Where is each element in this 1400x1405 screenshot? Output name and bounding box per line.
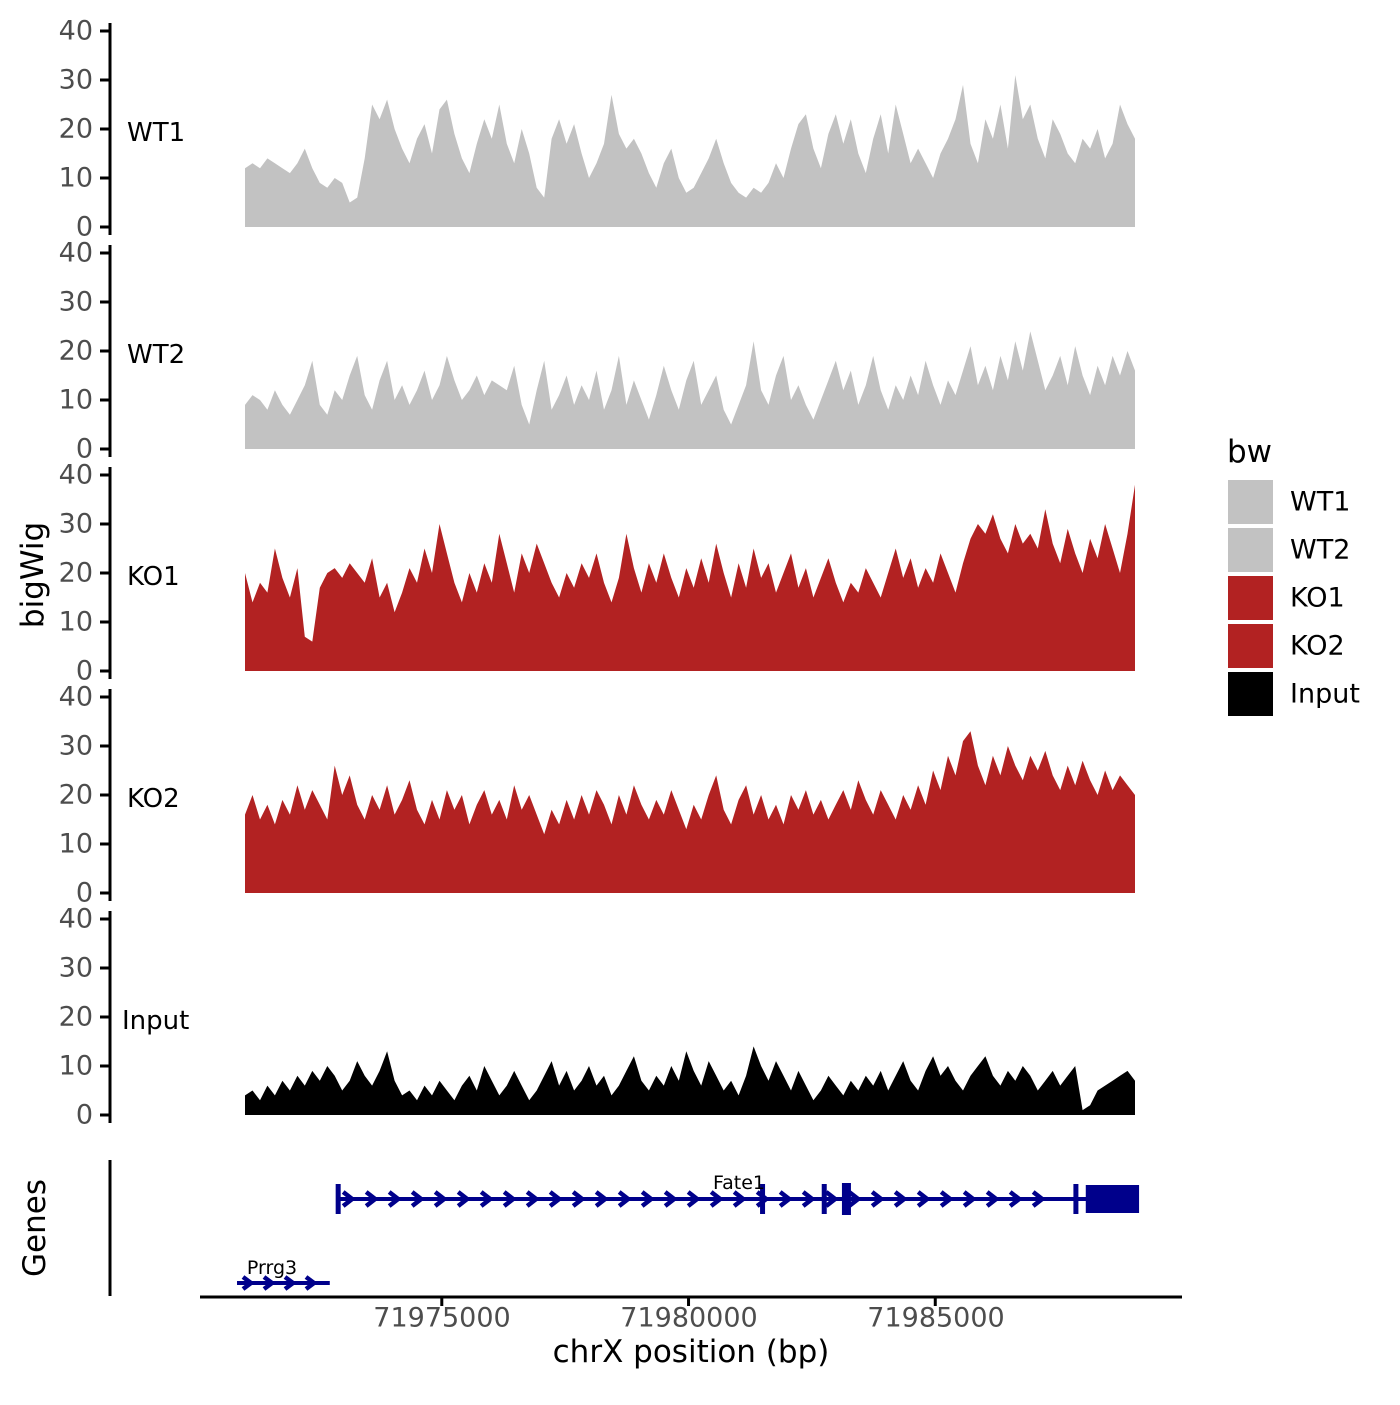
coverage-area-KO2 bbox=[245, 731, 1135, 893]
y-tick-label: 40 bbox=[58, 459, 93, 491]
y-tick-label: 0 bbox=[75, 433, 93, 465]
y-tick-label: 10 bbox=[58, 606, 93, 638]
y-tick-label: 40 bbox=[58, 903, 93, 935]
y-tick-label: 10 bbox=[58, 1050, 93, 1082]
exon-tick-wide bbox=[842, 1183, 851, 1215]
y-tick-label: 20 bbox=[58, 557, 93, 589]
exon-tick bbox=[822, 1184, 827, 1214]
legend-swatch-wt2 bbox=[1228, 528, 1273, 572]
legend-label-ko2: KO2 bbox=[1290, 630, 1345, 662]
legend-swatch-ko1 bbox=[1228, 576, 1273, 620]
coverage-track-Input bbox=[59, 904, 1135, 1131]
legend-label-wt1: WT1 bbox=[1290, 486, 1351, 518]
legend bbox=[1227, 434, 1360, 716]
coverage-area-WT1 bbox=[245, 75, 1135, 227]
legend-label-ko1: KO1 bbox=[1290, 582, 1345, 614]
legend-title: bw bbox=[1227, 434, 1273, 470]
legend-swatch-input bbox=[1228, 672, 1273, 716]
legend-swatch-wt1 bbox=[1228, 480, 1273, 524]
y-tick-label: 20 bbox=[58, 335, 93, 367]
track-label-ko2: KO2 bbox=[127, 784, 180, 814]
y-axis-title: bigWig bbox=[15, 521, 51, 629]
y-tick-label: 0 bbox=[75, 1099, 93, 1131]
y-tick-label: 0 bbox=[75, 211, 93, 243]
coverage-track-WT2 bbox=[59, 238, 1135, 465]
y-tick-label: 40 bbox=[58, 237, 93, 269]
coverage-track-KO2 bbox=[59, 682, 1135, 909]
legend-label-wt2: WT2 bbox=[1290, 534, 1351, 566]
y-tick-label: 30 bbox=[58, 730, 93, 762]
y-tick-label: 30 bbox=[58, 508, 93, 540]
track-label-wt2: WT2 bbox=[127, 340, 186, 370]
y-tick-label: 0 bbox=[75, 877, 93, 909]
exon-tick bbox=[336, 1184, 341, 1214]
y-tick-label: 40 bbox=[58, 15, 93, 47]
y-tick-label: 20 bbox=[58, 113, 93, 145]
coverage-area-KO1 bbox=[245, 485, 1135, 671]
y-tick-label: 20 bbox=[58, 779, 93, 811]
y-tick-label: 10 bbox=[58, 384, 93, 416]
genes-axis-title: Genes bbox=[17, 1179, 53, 1277]
y-tick-label: 10 bbox=[58, 162, 93, 194]
coverage-area-WT2 bbox=[245, 331, 1135, 449]
coverage-tracks-layer bbox=[59, 16, 1135, 1131]
y-tick-label: 10 bbox=[58, 828, 93, 860]
y-tick-label: 30 bbox=[58, 64, 93, 96]
coverage-area-Input bbox=[245, 1046, 1135, 1115]
gene-label-fate1: Fate1 bbox=[712, 1172, 766, 1194]
x-tick-label-71985000: 71985000 bbox=[867, 1302, 1005, 1334]
y-tick-label: 40 bbox=[58, 681, 93, 713]
x-tick-label-71980000: 71980000 bbox=[620, 1302, 758, 1334]
y-tick-label: 30 bbox=[58, 952, 93, 984]
y-tick-label: 30 bbox=[58, 286, 93, 318]
exon-tick bbox=[1073, 1184, 1078, 1214]
x-tick-label-71975000: 71975000 bbox=[373, 1302, 511, 1334]
x-axis-title: chrX position (bp) bbox=[552, 1334, 830, 1370]
legend-label-input: Input bbox=[1290, 678, 1360, 710]
y-tick-label: 20 bbox=[58, 1001, 93, 1033]
track-label-wt1: WT1 bbox=[127, 118, 186, 148]
coverage-track-WT1 bbox=[59, 16, 1135, 243]
track-label-ko1: KO1 bbox=[127, 562, 180, 592]
utr-box bbox=[1086, 1185, 1139, 1213]
legend-swatch-ko2 bbox=[1228, 624, 1273, 668]
coverage-track-KO1 bbox=[59, 460, 1135, 687]
gene-label-prrg3: Prrg3 bbox=[246, 1257, 298, 1279]
y-tick-label: 0 bbox=[75, 655, 93, 687]
track-label-input: Input bbox=[122, 1006, 190, 1036]
